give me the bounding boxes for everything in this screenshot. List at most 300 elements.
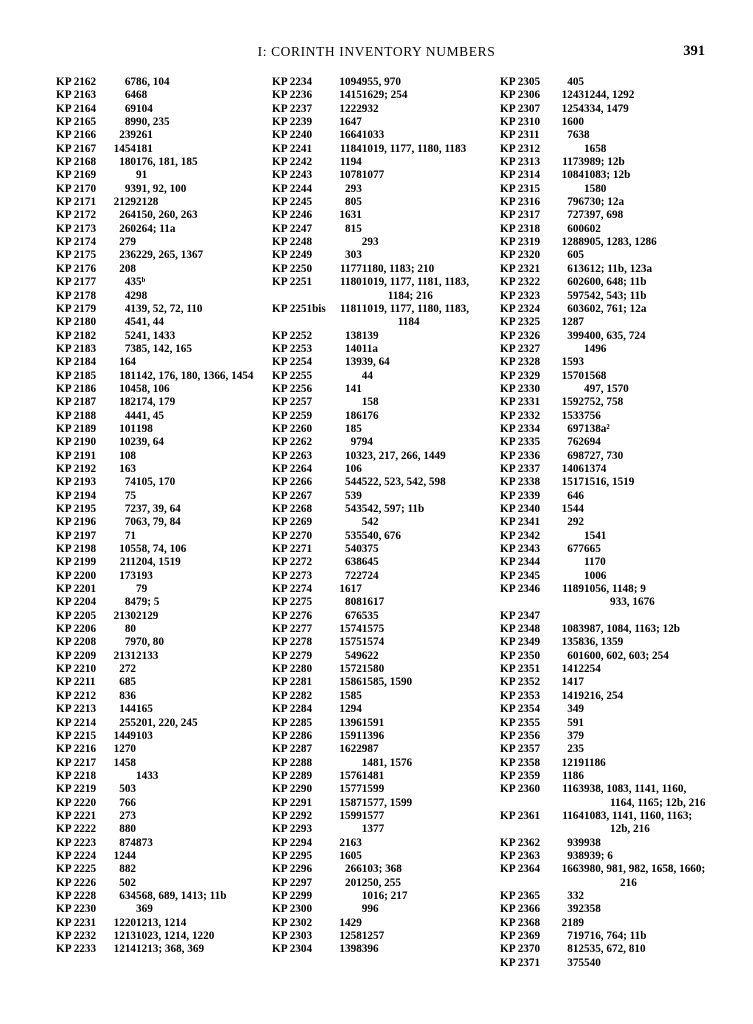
inventory-number: KP 2276 xyxy=(272,609,313,622)
catalogue-number xyxy=(548,143,584,156)
cross-references xyxy=(584,890,705,903)
inventory-number: KP 2216 xyxy=(56,743,97,756)
index-entry-row xyxy=(500,223,705,236)
catalogue-number: 70 xyxy=(124,516,136,529)
cross-references: 1585, 1590 xyxy=(361,676,413,689)
index-entry-row xyxy=(500,543,705,556)
catalogue-number: 719 xyxy=(567,930,584,942)
catalogue-number: 185 xyxy=(345,422,362,435)
index-entry-row xyxy=(272,770,469,783)
cross-references: 1481 xyxy=(361,769,385,782)
index-entry-row xyxy=(56,356,253,369)
catalogue-number: 1664 xyxy=(339,129,362,142)
index-entry-row xyxy=(500,263,705,276)
index-entry-row xyxy=(56,76,253,89)
catalogue-number: 405 xyxy=(567,76,584,88)
inventory-number: KP 2362 xyxy=(500,836,541,849)
index-entry-row xyxy=(500,356,705,369)
cross-references: 730; 12a xyxy=(584,196,625,209)
catalogue-number: 1084 xyxy=(561,169,584,182)
inventory-number: KP 2290 xyxy=(272,783,313,796)
inventory-number: KP 2313 xyxy=(500,156,541,169)
catalogue-number: 1599 xyxy=(339,809,362,822)
cross-references xyxy=(584,503,705,516)
inventory-number: KP 2180 xyxy=(56,316,97,329)
catalogue-number: 727 xyxy=(567,209,584,222)
cross-references: 905, 1283, 1286 xyxy=(584,236,657,249)
catalogue-number: 303 xyxy=(345,249,362,262)
cross-references-line-continued: 933, 1676 xyxy=(610,596,655,609)
cross-references xyxy=(584,743,705,756)
inventory-number: KP 2170 xyxy=(56,182,97,195)
index-entry-row xyxy=(500,89,705,102)
cross-references: 204, 1519 xyxy=(136,556,181,569)
index-entry-row xyxy=(56,516,253,529)
catalogue-number: 79 xyxy=(124,636,136,649)
catalogue-number: 1586 xyxy=(339,676,362,689)
catalogue-number: 173 xyxy=(119,569,136,582)
cross-references: 1244, 1292 xyxy=(584,89,635,102)
index-entry-row xyxy=(500,463,705,476)
index-entry-row xyxy=(500,690,705,703)
catalogue-number: 279 xyxy=(119,236,136,249)
inventory-number: KP 2234 xyxy=(272,76,313,88)
inventory-number: KP 2214 xyxy=(56,716,97,729)
index-entry-row xyxy=(500,116,705,129)
catalogue-number: 605 xyxy=(567,249,584,262)
catalogue-number: 1458 xyxy=(113,756,136,769)
inventory-number: KP 2190 xyxy=(56,436,97,449)
cross-references: 261 xyxy=(136,129,153,142)
index-entry-row xyxy=(272,930,469,943)
cross-references: 91, 92, 100 xyxy=(136,182,187,195)
cross-references-line-continued: 216 xyxy=(620,876,637,889)
cross-references: 2128 xyxy=(136,196,159,209)
catalogue-number: 1189 xyxy=(562,583,584,596)
inventory-number: KP 2292 xyxy=(272,809,313,822)
catalogue-number: 292 xyxy=(567,516,584,529)
cross-references: 1083; 12b xyxy=(584,169,631,182)
catalogue-number: 1572 xyxy=(339,663,362,676)
catalogue-number: 236 xyxy=(119,249,136,262)
index-entry-row xyxy=(56,717,253,730)
inventory-number: KP 2275 xyxy=(272,596,313,609)
cross-references-line: 1019, 1177, 1181, 1183, xyxy=(361,276,470,289)
inventory-number: KP 2187 xyxy=(56,396,97,409)
inventory-number: KP 2352 xyxy=(500,676,541,689)
catalogue-number: 677 xyxy=(567,543,584,556)
catalogue-number: 273 xyxy=(119,809,136,822)
catalogue-number: 1415 xyxy=(339,89,362,102)
index-entry-row xyxy=(272,863,469,876)
cross-references-line-continued: 1164, 1165; 12b, 216 xyxy=(610,796,706,809)
inventory-number: KP 2316 xyxy=(500,196,541,209)
cross-references: 1568 xyxy=(584,369,607,382)
catalogue-number: 103 xyxy=(345,449,362,462)
index-entry-row xyxy=(56,570,253,583)
catalogue-number: 1622 xyxy=(339,743,362,756)
index-entry-row xyxy=(272,596,469,609)
index-entry-row xyxy=(500,783,705,810)
index-entry-row xyxy=(56,556,253,569)
index-entry-row xyxy=(272,890,469,903)
inventory-number: KP 2233 xyxy=(56,943,97,956)
catalogue-number: 815 xyxy=(345,222,362,235)
catalogue-number: 44 xyxy=(124,409,136,422)
index-entry-row xyxy=(56,450,253,463)
inventory-number: KP 2304 xyxy=(272,943,313,956)
cross-references xyxy=(362,276,469,303)
catalogue-number: 1592 xyxy=(561,396,584,409)
index-entry-row xyxy=(500,169,705,182)
catalogue-number: 379 xyxy=(567,729,584,742)
inventory-number: KP 2347 xyxy=(500,609,541,622)
cross-references: 932 xyxy=(361,102,379,115)
cross-references xyxy=(362,690,469,703)
inventory-number: KP 2228 xyxy=(56,889,97,902)
catalogue-number: 543 xyxy=(345,503,362,515)
inventory-number: KP 2266 xyxy=(272,476,313,489)
cross-references xyxy=(584,76,705,89)
index-entry-row xyxy=(272,276,469,303)
cross-references xyxy=(136,877,253,890)
index-entry-row xyxy=(272,343,469,356)
index-entry-row xyxy=(56,303,253,316)
inventory-number: KP 2282 xyxy=(272,689,313,702)
catalogue-number: 1449 xyxy=(113,729,136,742)
cross-references xyxy=(136,757,253,770)
inventory-number: KP 2269 xyxy=(272,516,313,529)
catalogue-number: 1577 xyxy=(339,783,362,796)
index-entry-row xyxy=(56,636,253,649)
catalogue-number: 69 xyxy=(124,102,136,115)
index-entry-row xyxy=(500,943,705,956)
catalogue-number: 1585 xyxy=(339,689,362,702)
index-entry-row xyxy=(500,556,705,569)
index-entry-row xyxy=(56,103,253,116)
catalogue-number: 255 xyxy=(119,716,136,729)
cross-references xyxy=(136,450,253,463)
index-entry-row xyxy=(56,423,253,436)
index-entry-row xyxy=(272,903,469,916)
catalogue-number: 1429 xyxy=(339,916,362,929)
cross-references-line: 1056, 1148; 9 xyxy=(584,583,646,596)
catalogue-number: 2129 xyxy=(113,196,136,209)
index-entry-row xyxy=(272,717,469,730)
cross-references: 176 xyxy=(361,409,379,422)
cross-references: 44 xyxy=(361,369,373,382)
inventory-number: KP 2252 xyxy=(272,329,313,342)
catalogue-number: 646 xyxy=(567,489,584,502)
index-entry-row xyxy=(272,476,469,489)
index-entry-row xyxy=(56,249,253,262)
inventory-number: KP 2182 xyxy=(56,329,97,342)
cross-references: 11a xyxy=(361,342,378,355)
index-entry-row xyxy=(56,436,253,449)
cross-references: 1374 xyxy=(584,462,607,475)
cross-references: 90, 235 xyxy=(136,116,170,129)
cross-references: 198 xyxy=(136,422,153,435)
inventory-number: KP 2250 xyxy=(272,262,313,275)
index-entry-row xyxy=(56,810,253,823)
inventory-number: KP 2201 xyxy=(56,583,97,596)
catalogue-number: 1412 xyxy=(561,663,584,676)
catalogue-number: 41 xyxy=(124,302,136,315)
catalogue-number: 535 xyxy=(345,529,362,542)
inventory-number: KP 2300 xyxy=(272,903,313,916)
catalogue-number: 1186 xyxy=(562,769,584,782)
cross-references: 165 xyxy=(136,703,153,716)
catalogue-number: 43 xyxy=(124,276,136,289)
index-entry-row xyxy=(56,370,253,383)
catalogue-number: 836 xyxy=(119,689,136,702)
inventory-number: KP 2199 xyxy=(56,556,97,569)
catalogue-number xyxy=(104,169,136,182)
catalogue-number: 139 xyxy=(345,356,362,369)
inventory-number: KP 2254 xyxy=(272,356,313,369)
inventory-number: KP 2286 xyxy=(272,729,313,742)
inventory-number: KP 2256 xyxy=(272,382,313,395)
cross-references: 369 xyxy=(136,903,153,916)
index-entry-row xyxy=(500,303,705,316)
inventory-number: KP 2370 xyxy=(500,943,541,956)
index-entry-row xyxy=(500,650,705,663)
page-number: 391 xyxy=(683,43,705,59)
catalogue-number: 1358 xyxy=(561,636,584,649)
inventory-number: KP 2310 xyxy=(500,116,541,129)
inventory-number: KP 2338 xyxy=(500,476,541,489)
inventory-number: KP 2192 xyxy=(56,462,97,475)
cross-references xyxy=(362,209,469,222)
catalogue-number: 766 xyxy=(119,796,136,809)
catalogue-number: 349 xyxy=(567,703,584,716)
cross-references xyxy=(584,730,705,743)
index-entry-row xyxy=(500,623,705,636)
inventory-number: KP 2305 xyxy=(500,76,541,88)
inventory-number: KP 2344 xyxy=(500,556,541,569)
cross-references xyxy=(362,249,469,262)
catalogue-number: 101 xyxy=(119,422,136,435)
cross-references: 293 xyxy=(361,236,379,249)
index-entry-row xyxy=(500,890,705,903)
catalogue-number: 880 xyxy=(119,823,136,836)
cross-references: 756 xyxy=(584,409,601,422)
index-entry-row xyxy=(272,463,469,476)
catalogue-number: 697 xyxy=(567,422,584,435)
catalogue-number: 89 xyxy=(124,116,136,129)
cross-references xyxy=(136,823,253,836)
catalogue-number: 1576 xyxy=(339,769,362,782)
inventory-number: KP 2314 xyxy=(500,169,541,182)
inventory-number: KP 2324 xyxy=(500,302,541,315)
cross-references xyxy=(362,196,469,209)
inventory-number: KP 2236 xyxy=(272,89,313,102)
cross-references: 41, 1433 xyxy=(136,329,176,342)
catalogue-number: 84 xyxy=(124,596,136,609)
cross-references xyxy=(136,663,253,676)
cross-references-line-continued: 12b, 216 xyxy=(610,823,650,836)
catalogue-number: 1078 xyxy=(339,169,362,182)
inventory-number: KP 2209 xyxy=(56,649,97,662)
inventory-number: KP 2268 xyxy=(272,503,313,515)
index-entry-row xyxy=(500,530,705,543)
index-entry-row xyxy=(56,290,253,303)
index-entry-row xyxy=(272,76,469,89)
catalogue-number: 208 xyxy=(119,262,136,275)
cross-references: 181 xyxy=(136,142,153,155)
index-entry-row xyxy=(272,663,469,676)
cross-references: 138a² xyxy=(584,422,610,435)
catalogue-number: 613 xyxy=(567,262,584,275)
inventory-number: KP 2251 xyxy=(272,276,313,289)
inventory-number: KP 2205 xyxy=(56,609,97,622)
cross-references: 85, 142, 165 xyxy=(136,342,192,355)
inventory-number: KP 2349 xyxy=(500,636,541,649)
index-entry-row xyxy=(500,837,705,850)
cross-references: 86, 104 xyxy=(136,76,170,88)
catalogue-number: 105 xyxy=(119,543,136,556)
inventory-number: KP 2263 xyxy=(272,449,313,462)
cross-references xyxy=(584,249,705,262)
catalogue-number: 1593 xyxy=(561,356,584,369)
catalogue-number: 272 xyxy=(119,663,136,676)
inventory-number: KP 2321 xyxy=(500,262,541,275)
catalogue-number: 1544 xyxy=(561,503,584,515)
cross-references-line-continued: 1184; 216 xyxy=(387,289,433,302)
cross-references xyxy=(136,743,253,756)
cross-references xyxy=(136,263,253,276)
cross-references xyxy=(584,583,705,610)
inventory-number: KP 2242 xyxy=(272,156,313,169)
inventory-number: KP 2330 xyxy=(500,382,541,395)
inventory-number: KP 2357 xyxy=(500,743,541,756)
cross-references xyxy=(362,850,469,863)
index-entry-row xyxy=(56,209,253,222)
inventory-number: KP 2312 xyxy=(500,142,541,155)
cross-references: 1377 xyxy=(361,823,385,836)
index-entry-row xyxy=(500,103,705,116)
index-entry-row xyxy=(272,570,469,583)
catalogue-number: 164 xyxy=(119,356,136,369)
catalogue-number: 1184 xyxy=(340,142,362,155)
index-entry-row xyxy=(56,877,253,890)
catalogue-number: 600 xyxy=(567,222,584,235)
index-entry-row xyxy=(56,183,253,196)
index-entry-row xyxy=(56,276,253,289)
index-entry-row xyxy=(500,730,705,743)
inventory-number: KP 2366 xyxy=(500,903,541,916)
inventory-number: KP 2220 xyxy=(56,796,97,809)
catalogue-number: 1214 xyxy=(113,943,136,956)
inventory-number: KP 2210 xyxy=(56,663,97,676)
cross-references: 41, 45 xyxy=(136,409,164,422)
catalogue-number: 1177 xyxy=(340,262,362,275)
cross-references: 1396 xyxy=(361,729,385,742)
inventory-number: KP 2168 xyxy=(56,156,97,169)
inventory-number: KP 2328 xyxy=(500,356,541,369)
index-entry-row xyxy=(500,917,705,930)
index-entry-row xyxy=(500,290,705,303)
catalogue-number xyxy=(548,610,584,623)
index-entry-row xyxy=(272,396,469,409)
inventory-number: KP 2195 xyxy=(56,503,97,515)
cross-references: 103 xyxy=(136,729,153,742)
index-entry-row xyxy=(56,129,253,142)
inventory-number: KP 2206 xyxy=(56,623,97,636)
cross-references: 229, 265, 1367 xyxy=(136,249,204,262)
cross-references xyxy=(362,917,469,930)
inventory-number: KP 2262 xyxy=(272,436,313,449)
cross-references: 987 xyxy=(361,743,379,756)
index-entry-row xyxy=(56,316,253,329)
catalogue-number: 239 xyxy=(119,129,136,142)
inventory-number: KP 2355 xyxy=(500,716,541,729)
catalogue-number: 1600 xyxy=(561,116,584,129)
catalogue-number: 1517 xyxy=(561,476,584,489)
index-entry-row xyxy=(272,490,469,503)
cross-references: 1574 xyxy=(361,636,385,649)
cross-references xyxy=(584,783,705,810)
index-entry-row xyxy=(272,209,469,222)
index-entry-row xyxy=(500,236,705,249)
index-column-3 xyxy=(500,76,730,970)
cross-references: 1541 xyxy=(584,529,607,542)
catalogue-number xyxy=(326,370,362,383)
inventory-number: KP 2336 xyxy=(500,449,541,462)
catalogue-number: 1222 xyxy=(339,102,362,115)
inventory-number: KP 2272 xyxy=(272,556,313,569)
catalogue-number: 1163 xyxy=(562,783,584,796)
index-entry-row xyxy=(500,450,705,463)
cross-references: 63, 79, 84 xyxy=(136,516,181,529)
inventory-number: KP 2163 xyxy=(56,89,97,102)
catalogue-number: 1194 xyxy=(340,156,362,169)
catalogue-number: 1181 xyxy=(340,302,362,315)
inventory-number: KP 2174 xyxy=(56,236,97,249)
cross-references xyxy=(362,183,469,196)
inventory-number: KP 2353 xyxy=(500,689,541,702)
cross-references: 39, 64 xyxy=(361,356,390,369)
index-entry-row xyxy=(272,196,469,209)
inventory-number: KP 2166 xyxy=(56,129,97,142)
inventory-number: KP 2172 xyxy=(56,209,97,222)
cross-references: 1170 xyxy=(584,556,606,569)
cross-references: 397, 698 xyxy=(584,209,624,222)
inventory-number: KP 2271 xyxy=(272,543,313,556)
running-head: I: CORINTH INVENTORY NUMBERS xyxy=(257,44,496,59)
catalogue-number: 722 xyxy=(345,569,362,582)
cross-references: 2129 xyxy=(136,609,159,622)
index-entry-row xyxy=(56,930,253,943)
catalogue-number: 502 xyxy=(119,876,136,889)
index-entry-row xyxy=(56,703,253,716)
index-entry-row xyxy=(272,730,469,743)
cross-references xyxy=(584,703,705,716)
index-entry-row xyxy=(56,943,253,956)
catalogue-number: 805 xyxy=(345,196,362,209)
cross-references: 79; 5 xyxy=(136,596,160,609)
index-entry-row xyxy=(272,156,469,169)
cross-references: 1006 xyxy=(584,569,607,582)
catalogue-number: 108 xyxy=(119,449,136,462)
cross-references xyxy=(136,623,253,636)
inventory-number: KP 2176 xyxy=(56,262,97,275)
index-column-1 xyxy=(56,76,268,957)
index-entry-row xyxy=(272,169,469,182)
catalogue-number xyxy=(104,770,136,783)
index-entry-row xyxy=(500,703,705,716)
catalogue-number xyxy=(104,903,136,916)
